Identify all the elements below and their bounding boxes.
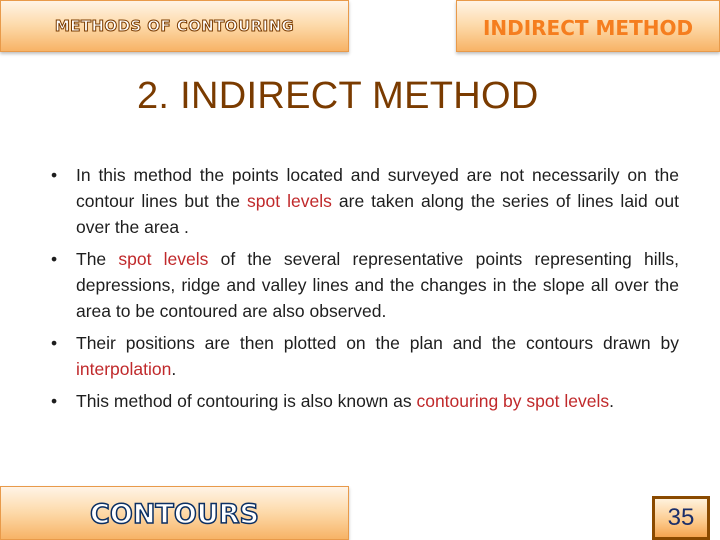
bullet-text: The (76, 249, 119, 269)
bullet-list (47, 162, 679, 420)
header-section-label-box (0, 0, 349, 52)
bullet-item (47, 162, 679, 240)
slide-title: 2. INDIRECT METHOD (137, 75, 539, 117)
footer-chapter-label-box (0, 486, 349, 540)
bullet-text: This method of contouring is also known as (76, 391, 417, 411)
bullet-text: . (609, 391, 614, 411)
highlighted-term: spot levels (118, 249, 209, 269)
highlighted-term: contouring by spot levels (416, 391, 610, 411)
bullet-text: are taken along the series of lines laid out over the area . (76, 191, 680, 237)
bullet-text: . (171, 359, 177, 379)
highlighted-term: spot levels (247, 191, 332, 211)
bullet-item (47, 246, 679, 324)
bullet-item (47, 388, 679, 414)
header-section-label: METHODS OF CONTOURING (54, 17, 295, 35)
footer-chapter-label: CONTOURS (90, 498, 259, 530)
page-number: 35 (652, 496, 710, 540)
header-topic-label: INDIRECT METHOD (482, 16, 694, 40)
bullet-item (47, 330, 679, 382)
bullet-text: Their positions are then plotted on the plan and the contours drawn by (76, 333, 679, 353)
bullet-text: In this method the points located and surveyed are not necessarily on the contour lines but the (76, 165, 679, 211)
header-topic-label-box (456, 0, 720, 52)
highlighted-term: interpolation (76, 359, 172, 379)
bullet-text: of the several representative points representing hills, depressions, ridge and valley lines and the changes in the slope all over the area to be contoured are also observed. (76, 249, 679, 321)
